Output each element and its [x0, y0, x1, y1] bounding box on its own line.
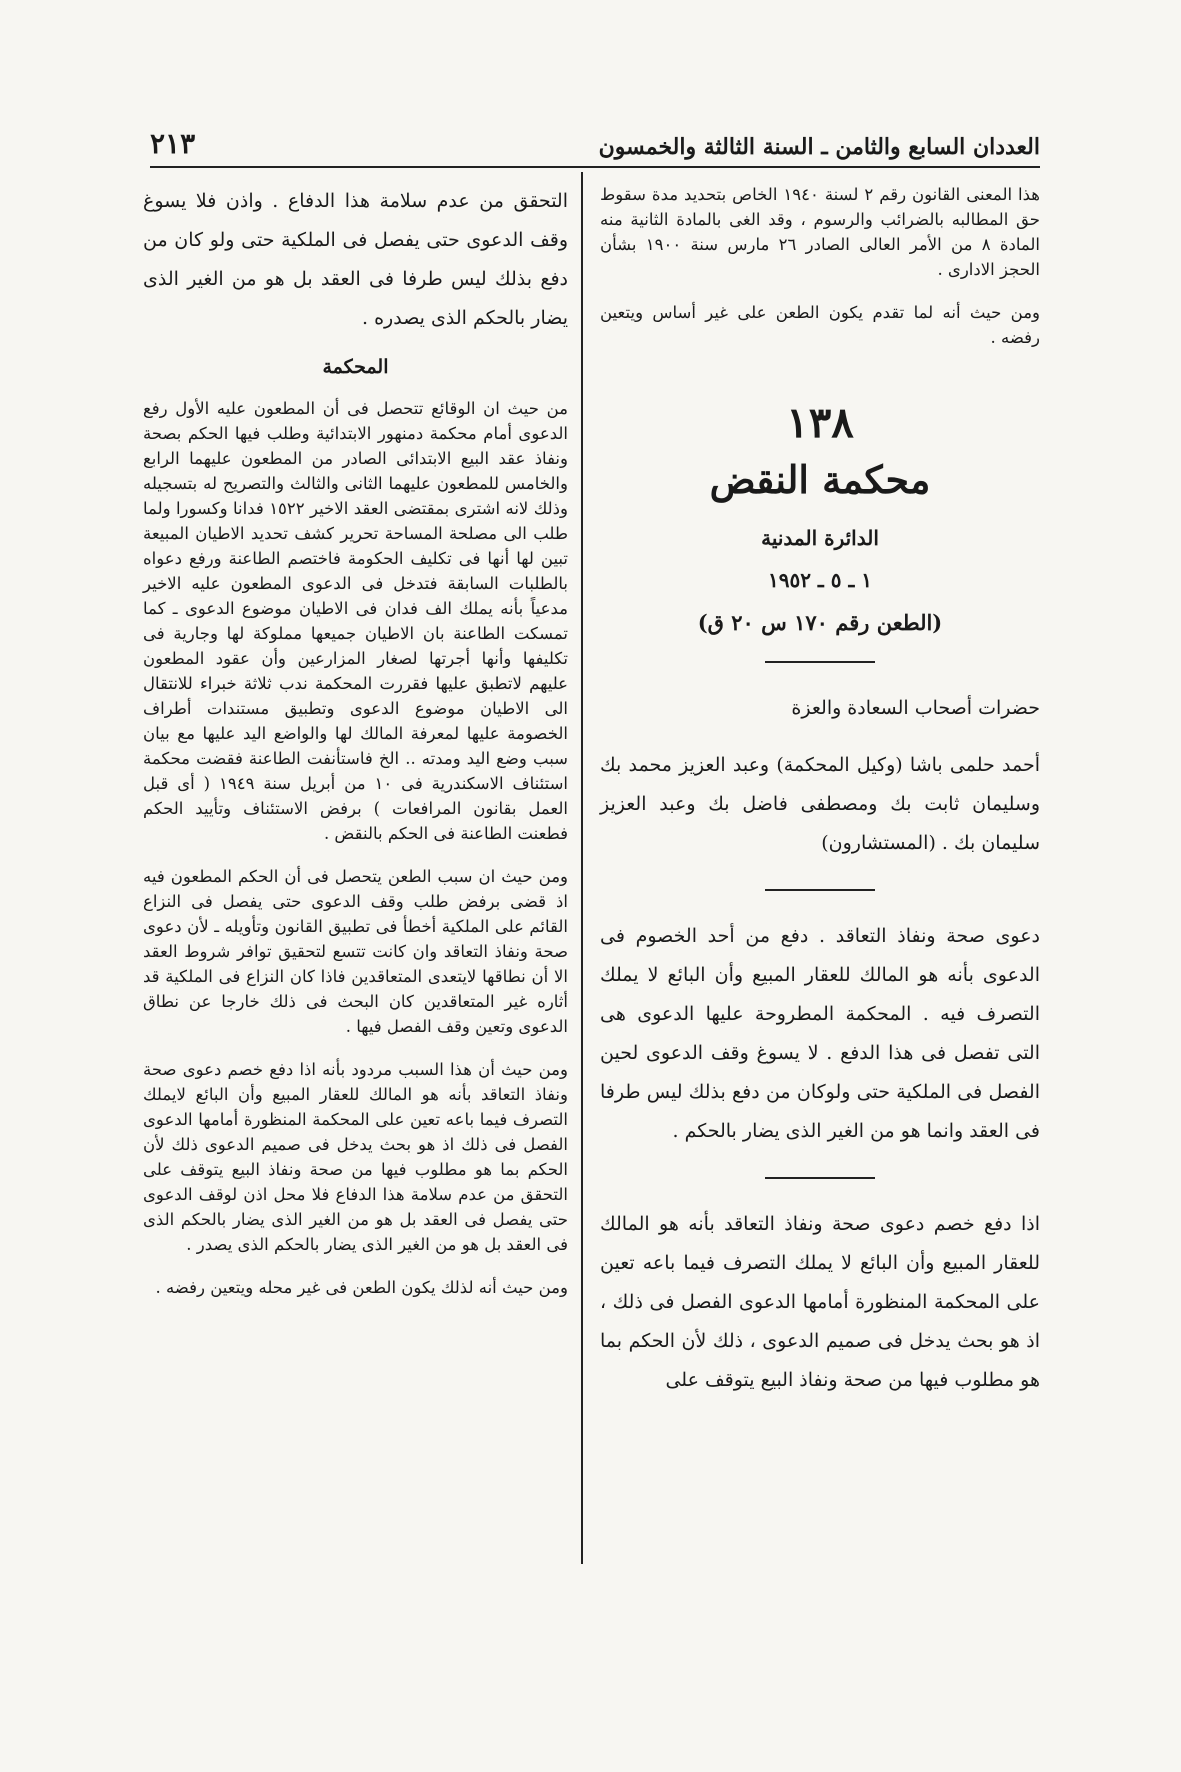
column-divider — [581, 172, 583, 1564]
reasoning-paragraph: ومن حيث أن هذا السبب مردود بأنه اذا دفع خصم دعوى صحة ونفاذ التعاقد بأنه هو المالك للعقار المبيع وأن البائع لايملك التصرف فيما باعه تعين على المحكمة المنظورة أمامها الدعوى الفصل فى ذلك اذ هو بحث يدخل فى صميم الدعوى ذلك لأن الحكم بما هو مطلوب فيها من صحة ونفاذ البيع يتوقف على التحقق من عدم سلامة هذا الدفاع فلا محل اذن لوقف الدعوى حتى يفصل فى العقد بل هو من الغير الذى يضار بالحكم الذى فى العقد بل هو من الغير الذى يضار بالحكم الذى يصدر . — [143, 1060, 568, 1254]
court-name: محكمة النقض — [709, 457, 931, 502]
facts-paragraph: من حيث ان الوقائع تتحصل فى أن المطعون عليه الأول رفع الدعوى أمام محكمة دمنهور الابتدائية وطلب فيها الحكم بصحة ونفاذ عقد البيع الابتدائى الصادر من المطعون عليهما الرابع والخامس للمطعون عليهما الثانى والثالث والتصريح له بتسجيله وذلك لانه اشترى بمقتضى العقد الاخير ١٥٢٢ فدانا وكسورا ولما طلب الى مصلحة المساحة تحرير كشف تحديد الاطيان المبيعة تبين لها أنها فى تكليف الحكومة فاختصم الطاعنة ورفع دعواه بالطلبات السابقة فتدخل فى الدعوى المطعون عليه الاخير مدعياً بأنه يملك الف فدان فى الاطيان موضوع الدعوى ـ كما تمسكت الطاعنة بان الاطيان جميعها مملوكة لها وجارية فى تكليفها وأنها أجرتها لصغار المزارعين وأن عقود المطعون عليهم لاتطبق عليها فقررت المحكمة ندب ثلاثة خبراء للانتقال الى الاطيان موضوع الدعوى وتطبيق مستندات أطراف الخصومة عليها لمعرفة المالك لها والواضع اليد عليها مع بيان سبب وضع اليد ومدته .. الخ فاستأنفت الطاعنة فقضت محكمة استئناف الاسكندرية فى ١٠ من أبريل سنة ١٩٤٩ ( أى قبل العمل بقانون المرافعات ) برفض الاستئناف وتأييد الحكم فطعنت الطاعنة فى الحكم بالنقض . — [143, 399, 568, 843]
page-header — [150, 118, 1040, 168]
left-column — [143, 182, 568, 1318]
principle-continuation: التحقق من عدم سلامة هذا الدفاع . واذن فلا يسوغ وقف الدعوى حتى يفصل فى الملكية حتى ولو كان من دفع بذلك ليس طرفا فى العقد بل هو من الغير الذى يضار بالحكم الذى يصدره . — [143, 190, 568, 329]
judges-intro: حضرات أصحاب السعادة والعزة — [791, 697, 1040, 719]
legal-principle: اذا دفع خصم دعوى صحة ونفاذ التعاقد بأنه هو المالك للعقار المبيع وأن البائع لا يملك التصرف فيما باعه تعين على المحكمة المنظورة أمامها الدعوى الفصل فى ذلك ، اذ هو بحث يدخل فى صميم الدعوى ، ذلك لأن الحكم بما هو مطلوب فيها من صحة ونفاذ البيع يتوقف على — [600, 1213, 1040, 1391]
section-title: المحكمة — [322, 356, 389, 378]
appeal-number: (الطعن رقم ١٧٠ س ٢٠ ق) — [697, 610, 943, 635]
judges-list: أحمد حلمى باشا (وكيل المحكمة) وعبد العزيز محمد بك وسليمان ثابت بك ومصطفى فاضل بك وعبد العزيز سليمان بك . (المستشارون) — [600, 754, 1040, 854]
right-column — [600, 182, 1040, 1418]
case-number: ١٣٨ — [786, 398, 854, 447]
case-summary: دعوى صحة ونفاذ التعاقد . دفع من أحد الخصوم فى الدعوى بأنه هو المالك للعقار المبيع وأن البائع لا يملك التصرف فيه . المحكمة المطروحة عليها الدعوى هى التى تفصل فى هذا الدفع . لا يسوغ وقف الدعوى لحين الفصل فى الملكية حتى ولوكان من دفع بذلك ليس طرفا فى العقد وانما هو من الغير الذى يضار بالحكم . — [600, 925, 1040, 1142]
separator-rule — [765, 1177, 875, 1179]
ruling-date: ١ ـ ٥ ـ ١٩٥٢ — [767, 568, 873, 592]
appeal-grounds-paragraph: ومن حيث ان سبب الطعن يتحصل فى أن الحكم المطعون فيه اذ قضى برفض طلب وقف الدعوى حتى يفصل فى النزاع القائم على الملكية أخطأ فى تطبيق القانون وتأويله ـ لأن دعوى صحة ونفاذ التعاقد وان كانت تتسع لتحقيق توافر شروط العقد الا أن نطاقها لايتعدى المتعاقدين فاذا كان النزاع فى الملكية قد أثاره غير المتعاقدين كان البحث فى ذلك خارجا عن نطاق الدعوى وتعين وقف الفصل فيها . — [143, 867, 568, 1036]
separator-rule — [765, 661, 875, 663]
intro-paragraph-2: ومن حيث أنه لما تقدم يكون الطعن على غير أساس ويتعين رفضه . — [600, 303, 1040, 347]
intro-paragraph: هذا المعنى القانون رقم ٢ لسنة ١٩٤٠ الخاص بتحديد مدة سقوط حق المطالبه بالضرائب والرسوم ، وقد الغى بالمادة الثانية منه المادة ٨ من الأمر العالى الصادر ٢٦ مارس سنة ١٩٠٠ بشأن الحجز الادارى . — [600, 185, 1041, 279]
journal-issue-title: العددان السابع والثامن ـ السنة الثالثة والخمسون — [598, 134, 1040, 160]
circuit-name: الدائرة المدنية — [761, 526, 879, 550]
conclusion-paragraph: ومن حيث أنه لذلك يكون الطعن فى غير محله ويتعين رفضه . — [155, 1278, 568, 1297]
separator-rule — [765, 889, 875, 891]
page-number: ٢١٣ — [150, 127, 196, 160]
